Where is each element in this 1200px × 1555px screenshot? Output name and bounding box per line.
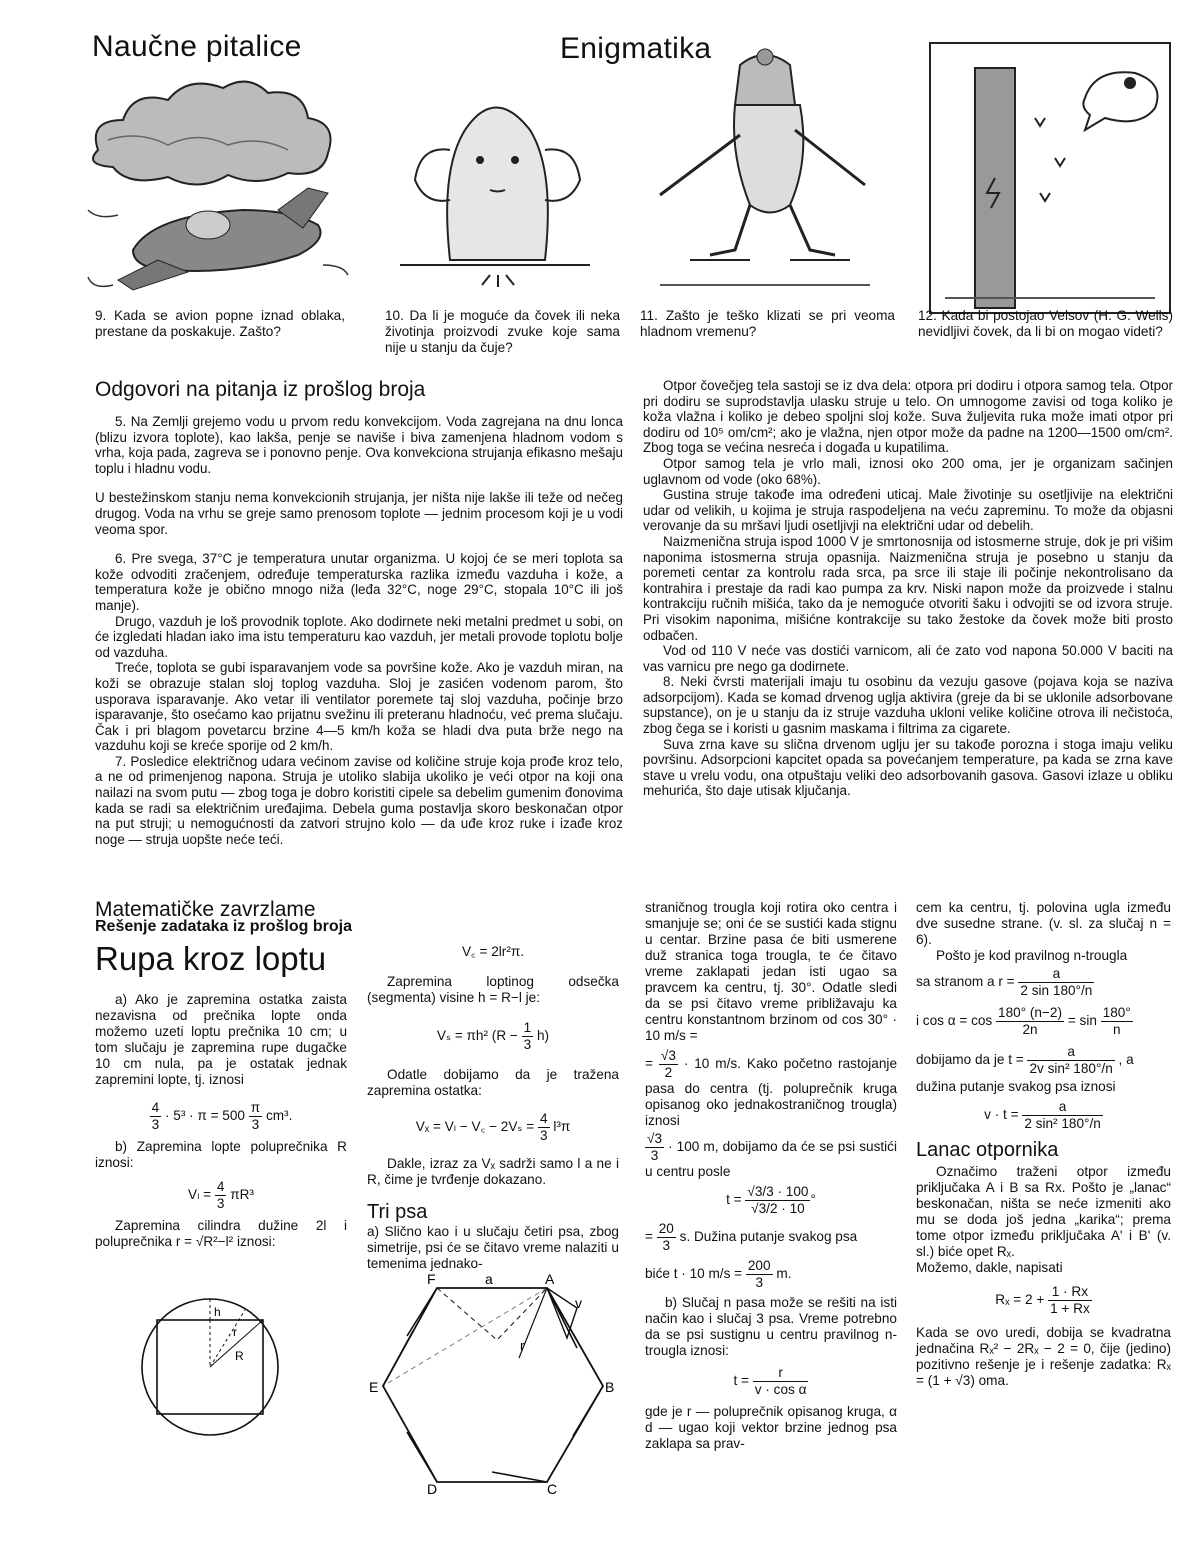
answer-8: 8. Neki čvrsti materijali imaju tu osobinu da vezuju gasove (pojava koja se naziva adsorpcijom). Kada se komad drvenog uglja aktivira (greje da bi se uklonile adsorbovane supstance), on je u stanju da iz struje vazduha ukloni velike količine otrova ili nečistoća, zbog čega se i koristi u gasnim maskama i filtrima za cigarete. (643, 674, 1173, 737)
illustration-ice-skater (640, 45, 890, 295)
question-12: 12. Kada bi postojao Velsov (H. G. Wells) nevidljivi čovek, da li bi on mogao videti? (918, 308, 1173, 339)
lanac-title: Lanac otpornika (916, 1139, 1059, 1161)
answers-title: Odgovori na pitanja iz prošlog broja (95, 378, 426, 401)
rupa-part-b: b) Zapremina lopte poluprečnika R iznosi: (95, 1139, 347, 1170)
question-9: 9. Kada se avion popne iznad oblaka, prestane da poskakuje. Zašto? (95, 308, 345, 339)
formula-segment-volume: Vₛ = πh² (R − $\frac{1}{3}$ h) (436, 1020, 550, 1052)
remainder-text: Odatle dobijamo da je tražena zapremina ostatka: (367, 1067, 619, 1098)
math-col-3 (645, 900, 897, 1452)
answer-7-spark: Vod od 110 V neće vas dostići varnicom, ali će zato vod napona 50.000 V baciti na vas varnicu pre nego ga dodirnete. (643, 643, 1173, 674)
segment-text: Zapremina loptinog odsečka (segmenta) visine h = R−l je: (367, 974, 619, 1005)
conclusion-text: Dakle, izraz za Vₓ sadrži samo l a ne i R, čime je tvrđenje dokazano. (367, 1156, 619, 1187)
illustration-electric-pole (925, 38, 1175, 318)
tri-psa-continued: straničnog trougla koji rotira oko centra i smanjuje se; oni će se sustići kada stignu u centar. Brzine pasa će biti usmerene duž stranica toga trougla, te će čitavo vreme zaklapati jedan isti ugao sa pravcem ka centru, tj. 30°. Odatle sledi da se psi čitavo vreme približavaju ka centru konstantnom brzinom od cos 30° · 10 m/s = (645, 900, 897, 1043)
tri-psa-title: Tri psa (367, 1201, 428, 1223)
lanac-text-3: Kada se ovo uredi, dobija se kvadratna jednačina Rₓ² − 2Rₓ − 2 = 0, čije (jedino) pozitivno rešenje je i rešenje zadatka: Rₓ = (1 + √3) oma. (916, 1325, 1171, 1388)
formula-remainder-volume: Vₓ = Vₗ − V꜀ − 2Vₛ = $\frac{4}{3}$ l³π (415, 1111, 571, 1143)
formula-time-n: t = $\frac{r}{\text{v · cos α}}$ (733, 1365, 807, 1397)
rupa-part-c: Zapremina cilindra dužine 2l i poluprečnika r = √R²−l² iznosi: (95, 1218, 347, 1249)
question-10: 10. Da li je moguće da čovek ili neka životinja proizvodi zvuke koje sama nije u stanju da čuje? (385, 308, 620, 355)
answer-5: 5. Na Zemlji grejemo vodu u prvom redu konvekcijom. Voda zagrejana na dnu lonca (blizu izvora toplote), kao lakša, penje se naviše i biva zamenjena hladnom vodom s vrha, koja pada, zagreva se i ponovno penje. Ova konvekciona strujanja efikasno mešaju toplu i hladnu vodu. (95, 414, 623, 476)
label-h: h (214, 1305, 221, 1319)
vertex-D: D (427, 1481, 438, 1496)
answer-7-resistance: Otpor čovečjeg tela sastoji se iz dva dela: otpora pri dodiru i otpora samog tela. Otpor pri dodiru se suprodstavlja ulasku struje u telo. On umnogome zavisi od toga koliko je koža vlažna i koliko je debeo spoljni sloj kože. Suva žuljevita ruka može imati otpor pri dodiru od 10⁵ om/cm²; ako je vlažna, njen otpor može da padne na 1200—1500 om/cm². Zbog toga se većina nesreća i događa u kupatilima. (643, 378, 1173, 456)
section-title-enigmatika: Enigmatika (560, 32, 712, 65)
formula-time: t = $\frac{√3/3 \cdot 100}{√3/2 \cdot 10}$ ° (726, 1184, 816, 1216)
tri-psa-part-b: b) Slučaj n pasa može se rešiti na isti način kao i slučaj 3 psa. Vreme potrebno da se psi sustignu u centru pravilnog n-trougla iznosi: (645, 1295, 897, 1358)
formula-t-n: dobijamo da je t = $\frac{a}{\text{2v sin² 180°/n}}$ , a (916, 1044, 1134, 1076)
illustration-airplane-cloud (78, 80, 358, 310)
math-col-2 (367, 944, 619, 1272)
math-col-4 (916, 900, 1171, 1389)
vertex-B: B (605, 1379, 615, 1395)
vertex-F: F (427, 1271, 436, 1287)
math-subtitle: Rešenje zadataka iz prošlog broja (95, 918, 352, 935)
math-section-title: Matematičke zavrzlame (95, 898, 316, 921)
answer-6: 6. Pre svega, 37°C je temperatura unutar organizma. U kojoj će se meri toplota sa kože odvoditi zračenjem, određuje temperaturska razlika između vazduha i kože, a temperatura kože je obično mnogo niža (leđa 32°C, noge 29°C, stopala 10°C ili još manje). (95, 551, 623, 613)
label-r: r (233, 1325, 237, 1339)
figure-hexagon-dogs (365, 1268, 625, 1496)
formula-lanac: Rₓ = 2 + $\frac{1 \cdot Rx}{1 + Rx}$ (995, 1284, 1090, 1316)
math-col-1 (95, 992, 347, 1250)
answers-left-column (95, 414, 623, 847)
answer-7-body: Otpor samog tela je vrlo mali, iznosi oko 200 oma, jer je organizam sačinjen uglavnom od vode (oko 68%). (643, 455, 1173, 487)
n-polygon-text: Pošto je kod pravilnog n-trougla (936, 948, 1128, 963)
label-R: R (235, 1349, 244, 1363)
answer-6-third: Treće, toplota se gubi isparavanjem vode sa površine kože. Ako je vazduh miran, na koži se obrazuje stalan sloj toplog vazduha. Sloj je zasićen vodenom parom, što usporava isparavanje. Ako vetar ili ventilator poremete taj sloj vazduha, počinje brzo isparavanje, što osećamo kao prijatnu svežinu ili preteranu hladnoću, već prema slučaju. Čak i pri blagom povetarcu brzine 4—5 km/h koža se hladi dva puta brže nego na vazduhu koji se kreće sporije od 2 km/h. (95, 660, 623, 754)
formula-cos-alpha: i cos α = cos $\frac{180^\circ (n-2)}{2n}$ = sin $\frac{180^\circ}{n}$ (916, 1005, 1131, 1037)
figure-sphere-with-hole (135, 1292, 285, 1442)
answer-7-ac: Naizmenična struja ispod 1000 V je smrtonosnija od istosmerne struje, dok je pri višim naponima istosmerna struja opasnija. Naizmenična struja je posebno u stanju da poremeti centar za kontrolu rada srca, pa srce ili staje ili počinje nekontrolisano da kontrahira i prestaje da radi kao pumpa za krv. Niski napon može da proizvede i stalnu kontrakciju ručnih mišića, tako da je nemoguće otvoriti šaku i odvojiti se od izvora struje. Pri visokim naponima, mišićne kontrakcije su tako žestoke da čovek može biti prosto odbačen. (643, 533, 1173, 643)
velocity-v: v (575, 1295, 582, 1311)
answer-7-density: Gustina struje takođe ima određeni uticaj. Male životinje su osetljivije na električni udar od velikih, u kojima je struja raspodeljena na veću zapreminu. To može da objasni verovanje da su mršavi ljudi osetljivji na električni udar od debelih. (643, 487, 1173, 534)
lanac-text-1: Označimo traženi otpor između priključaka A i B sa Rx. Pošto je „lanac“ beskonačan, ništa se neće izmeniti ako mu se doda još jedna „karika“; prema tome otpor između priključaka A' i B' (v. sl.) biće opet Rₓ. (916, 1164, 1171, 1259)
formula-path-n: v · t = $\frac{a}{\text{2 sin² 180°/n}}$ (984, 1099, 1101, 1131)
tri-psa-text: a) Slično kao i u slučaju četiri psa, zbog simetrije, psi će se čitavo vreme nalaziti u temenima jednako- (367, 1224, 619, 1271)
path-length-n-text: dužina putanje svakog psa iznosi (916, 1079, 1116, 1094)
side-a: a (485, 1271, 493, 1287)
formula-speed: = $\frac{√3}{2}$ · 10 m/s. Kako početno rastojanje pasa do centra (tj. poluprečnik kruga opisanog oko jednakostraničnog trougla) iznosi (645, 1048, 897, 1128)
answer-8-coffee: Suva zrna kave su slična drvenom uglju jer su takođe porozna i stoga imaju veliku površinu. Adsorpcioni kapcitet opada sa povećanjem temperature, pa kada se zrna kave stave u vrelu vodu, ona otpuštaju veliki deo adsorbovanih gasova. Gasovi izlaze u obliku mehurića, što daje utisak ključanja. (643, 736, 1173, 799)
formula-radius-n: sa stranom a r = $\frac{a}{2 \sin 180^\circ/n}$ (916, 966, 1093, 998)
formula-radius: $\frac{√3}{3}$ · 100 m, dobijamo da će se psi sustići u centru posle (645, 1131, 897, 1179)
illustration-man-covering-ears (380, 90, 610, 290)
formula-sphere-volume: $\frac{4}{3}$ · 5³ · π = 500 $\frac{\pi}{3}$ cm³. (151, 1100, 293, 1132)
vertex-C: C (547, 1481, 558, 1496)
answers-right-column (643, 378, 1173, 799)
section-title-naucne-pitalice: Naučne pitalice (92, 30, 302, 63)
tri-psa-definitions: gde je r — poluprečnik opisanog kruga, α d — ugao koji vektor brzine jednog psa zaklapa sa prav- (645, 1404, 897, 1451)
formula-path-length: biće t · 10 m/s = $\frac{200}{3}$ m. (645, 1258, 792, 1290)
math-problem-title: Rupa kroz loptu (95, 940, 327, 977)
rupa-part-a: a) Ako je zapremina ostatka zaista nezavisna od prečnika lopte onda možemo uzeti loptu prečnika 10 cm; u tom slučaju je zapremina rupe dugačke 10 cm nula, pa je ostatak jednak zapremini lopte, tj. iznosi (95, 992, 347, 1087)
vertex-E: E (369, 1379, 379, 1395)
radius-r: r (520, 1338, 525, 1353)
lanac-text-2: Možemo, dakle, napisati (916, 1260, 1063, 1275)
answer-5-continued: U bestežinskom stanju nema konvekcionih strujanja, jer ništa nije lakše ili teže od nečeg drugog. Voda na vrhu se greje samo prenosom toplote — jednim procesom koji je u vodi veoma spor. (95, 490, 623, 537)
formula-cylinder-volume: V꜀ = 2lr²π. (461, 944, 525, 959)
formula-ball-volume: Vₗ = $\frac{4}{3}$ πR³ (188, 1179, 254, 1211)
vertex-A: A (545, 1271, 555, 1287)
formula-time-result: = $\frac{20}{3}$ s. Dužina putanje svakog psa (645, 1221, 858, 1253)
answer-7: 7. Posledice električnog udara većinom zavise od količine struje koja prođe kroz telo, a ne od primenjenog napona. Struja je utoliko slabija ukoliko je veći otpor na koji ona nailazi na svom putu — zbog toga je dobro koristiti cipele sa debelim gumenim đonovima kada se radi sa električnim uređajima. Debela guma postavlja skoro beskonačan otpor na put struji; u nemogućnosti da zatvori strujno kolo — da uđe kroz ruke i izađe kroz noge — struja uopšte neće teći. (95, 753, 623, 847)
answer-6-second: Drugo, vazduh je loš provodnik toplote. Ako dodirnete neki metalni predmet u sobi, on će izgledati hladan iako ima istu temperaturu kao vazduh, jer metali provode toplotu bolje od vazduha. (95, 613, 623, 660)
n-dogs-continued: cem ka centru, tj. polovina ugla između dve susedne strane. (v. sl. za slučaj n = 6). (916, 900, 1171, 947)
question-11: 11. Zašto je teško klizati se pri veoma hladnom vremenu? (640, 308, 895, 339)
